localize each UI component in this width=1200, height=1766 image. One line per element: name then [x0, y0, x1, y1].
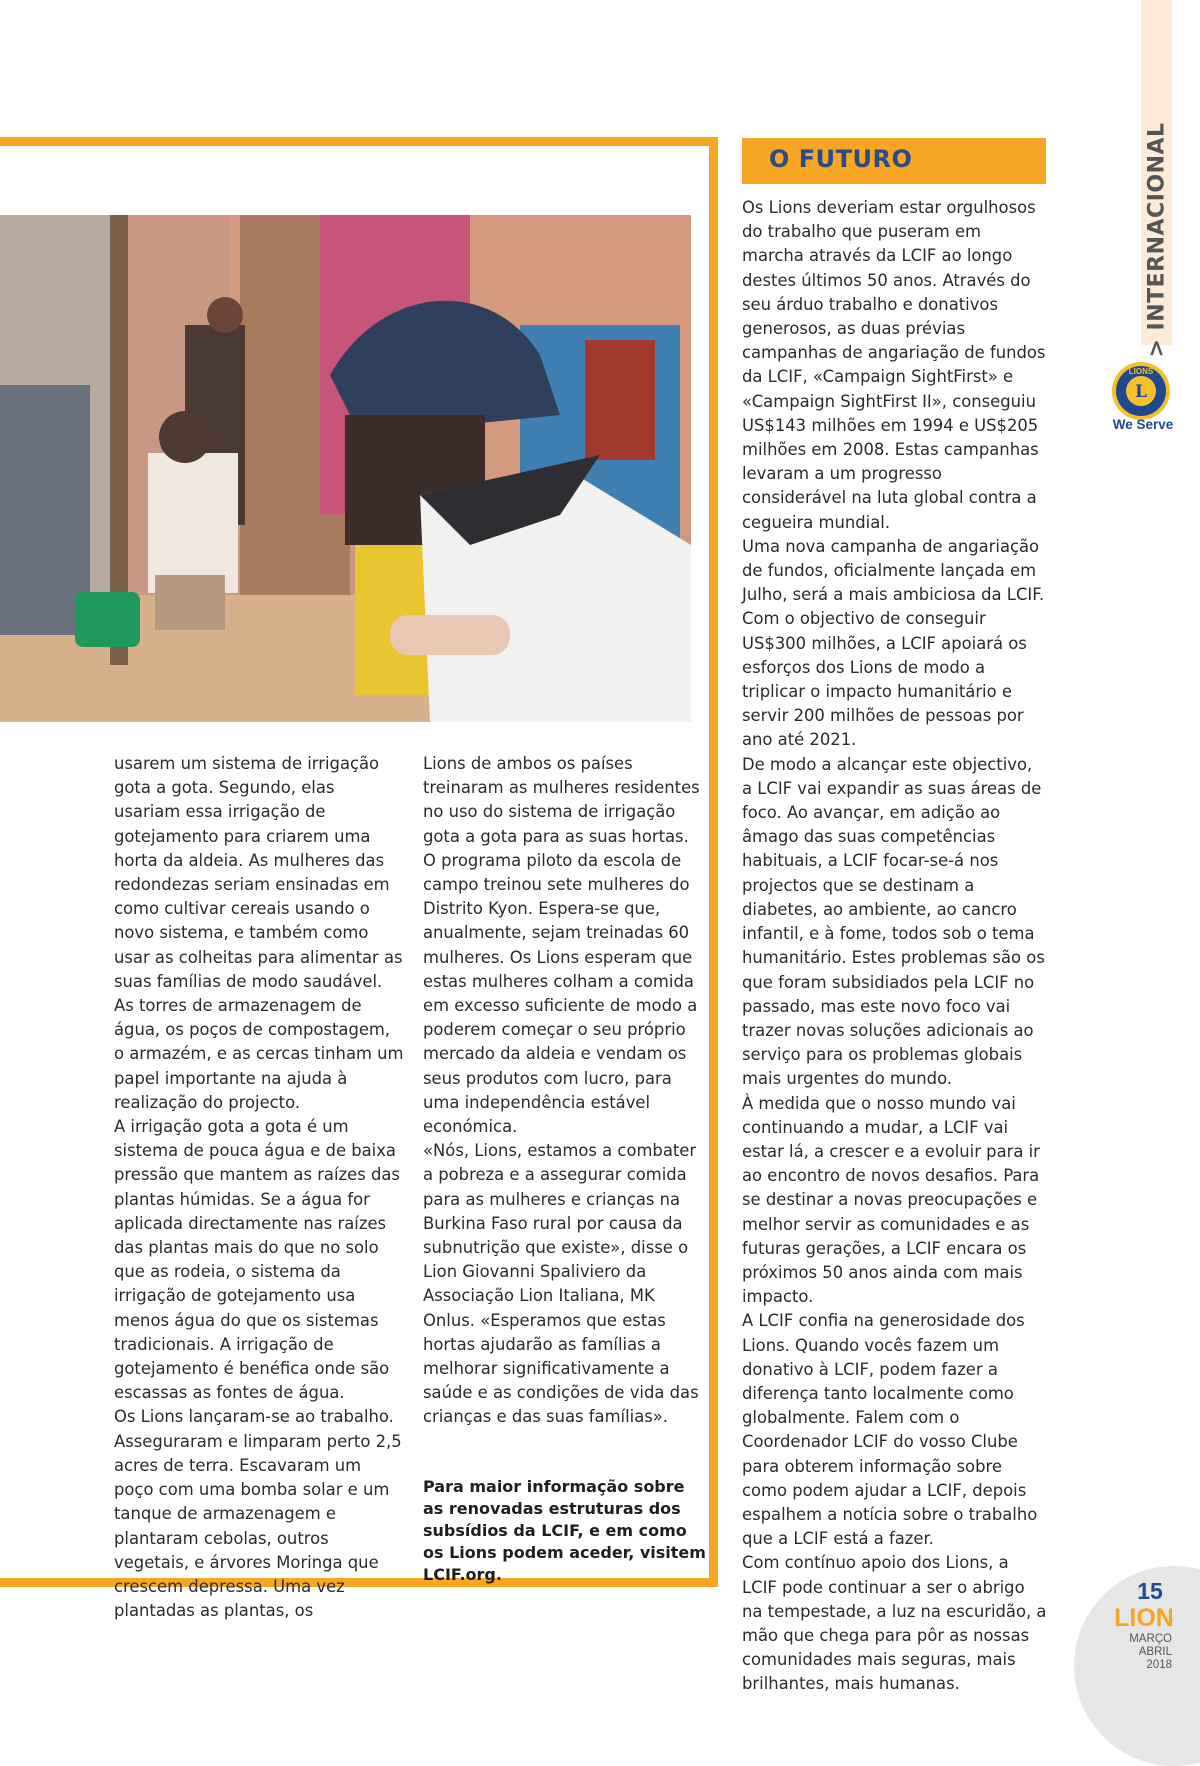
section-label: [1140, 122, 1174, 358]
paragraph: «Nós, Lions, estamos a combater a pobreza e a assegurar comida para as mulheres e crianças na Burkina Faso rural por causa da subnutrição que existe», disse o Lion Giovanni Spaliviero da Associação Lion Italiana, MK Onlus. «Esperamos que estas hortas ajudarão as famílias a melhorar significativamente a saúde e as condições de vida das crianças e das suas famílias».: [423, 1141, 699, 1427]
svg-text:LIONS: LIONS: [1128, 367, 1154, 376]
more-info-note: Para maior informação sobre as renovadas estruturas dos subsídios da LCIF, e em como os Lions podem aceder, visitem LCIF.org.: [423, 1477, 706, 1584]
svg-text:L: L: [1135, 382, 1147, 402]
issue-year: 2018: [1146, 1659, 1172, 1671]
page-number: 15: [1137, 1578, 1163, 1604]
paragraph: Os Lions deveriam estar orgulhosos do trabalho que puseram em marcha através da LCIF ao longo destes últimos 50 anos. Através do seu árduo trabalho e donativos generosos, as duas prévias campanhas de angariação de fundos da LCIF, «Campaign SightFirst» e «Campaign SightFirst II», conseguiu US$143 milhões em 1994 e US$205 milhões em 2008. Estas campanhas levaram a um progresso considerável na luta global contra a cegueira mundial.: [742, 198, 1046, 532]
magazine-name: LION: [1114, 1604, 1174, 1632]
issue-month-2: ABRIL: [1138, 1646, 1172, 1658]
paragraph: Os Lions lançaram-se ao trabalho. Asseguraram e limparam perto 2,5 acres de terra. Escavaram um poço com uma bomba solar e um tanque de armazenagem e plantaram cebolas, outros vegetais, e árvores Moringa que crescem depressa. Uma vez plantadas as plantas, os: [114, 1407, 402, 1621]
sidebar-column: [742, 196, 1047, 1697]
article-column-1: [114, 752, 404, 1623]
frame-right-border: [709, 137, 718, 1587]
paragraph: O programa piloto da escola de campo treinou sete mulheres do Distrito Kyon. Espera-se que, anualmente, sejam treinadas 60 mulheres. Os Lions esperam que estas mulheres colham a comida em excesso suficiente de modo a poderem começar o seu próprio mercado da aldeia e vendam os seus produtos com lucro, para uma independência estável económica.: [423, 850, 698, 1137]
paragraph: usarem um sistema de irrigação gota a gota. Segundo, elas usariam essa irrigação de gotejamento para criarem uma horta da aldeia. As mulheres das redondezas seriam ensinadas em como cultivar cereais usando o novo sistema, e também como usar as colheitas para alimentar as suas famílias de modo saudável. As torres de armazenagem de água, os poços de compostagem, o armazém, e as cercas tinham um papel importante na ajuda à realização do projecto.: [114, 754, 404, 1112]
paragraph: Uma nova campanha de angariação de fundos, oficialmente lançada em Julho, será a mais ambiciosa da LCIF. Com o objectivo de conseguir US$300 milhões, a LCIF apoiará os esforços dos Lions de modo a triplicar o impacto humanitário e servir 200 milhões de pessoas por ano até 2021.: [742, 536, 1045, 750]
paragraph: A irrigação gota a gota é um sistema de pouca água e de baixa pressão que mantem as raízes das plantas húmidas. Se a água for aplicada directamente nas raízes das plantas mais do que no solo que as rodeia, o sistema da irrigação de gotejamento usa menos água do que os sistemas tradicionais. A irrigação de gotejamento é benéfica onde são escassas as fontes de água.: [114, 1117, 400, 1403]
lions-logo-icon: [1110, 360, 1172, 422]
section-label-text: > INTERNACIONAL: [1144, 122, 1170, 358]
paragraph: Com contínuo apoio dos Lions, a LCIF pode continuar a ser o abrigo na tempestade, a luz na escuridão, a mão que chega para pôr as nossas comunidades mais seguras, mais brilhantes, mais humanas.: [742, 1553, 1047, 1694]
paragraph: Lions de ambos os países treinaram as mulheres residentes no uso do sistema de irrigação gota a gota para as suas hortas.: [423, 754, 700, 846]
issue-month-1: MARÇO: [1129, 1633, 1172, 1645]
paragraph: À medida que o nosso mundo vai continuando a mudar, a LCIF vai estar lá, a crescer e a evoluir para ir ao encontro de novos desafios. Para se destinar a novas preocupações e melhor servir as comunidades e as futuras gerações, a LCIF encara os próximos 50 anos ainda com mais impacto.: [742, 1093, 1040, 1307]
paragraph: De modo a alcançar este objectivo, a LCIF vai expandir as suas áreas de foco. Ao avançar, em adição ao âmago das suas competências habituais, a LCIF focar-se-á nos projectos que se destinam a diabetes, ao ambiente, ao cancro infantil, e à fome, todos sob o tema humanitário. Estes problemas são os que foram subsidiados pela LCIF no passado, mas este novo foco vai trazer novas soluções adicionais ao serviço para os problemas globais mais urgentes do mundo.: [742, 754, 1045, 1089]
motto: We Serve: [1112, 417, 1174, 432]
paragraph: A LCIF confia na generosidade dos Lions. Quando vocês fazem um donativo à LCIF, podem fazer a diferença tanto localmente como globalmente. Falem com o Coordenador LCIF do vosso Clube para obterem informação sobre como podem ajudar a LCIF, depois espalhem a notícia sobre o trabalho que a LCIF está a fazer.: [742, 1311, 1038, 1549]
article-photo: [0, 215, 691, 722]
article-column-2: [423, 752, 706, 1430]
issue-date: [1115, 1633, 1172, 1672]
sidebar-heading: O FUTURO: [769, 145, 913, 173]
frame-top-border: [0, 137, 718, 146]
sidebar-heading-band: [742, 138, 1046, 184]
